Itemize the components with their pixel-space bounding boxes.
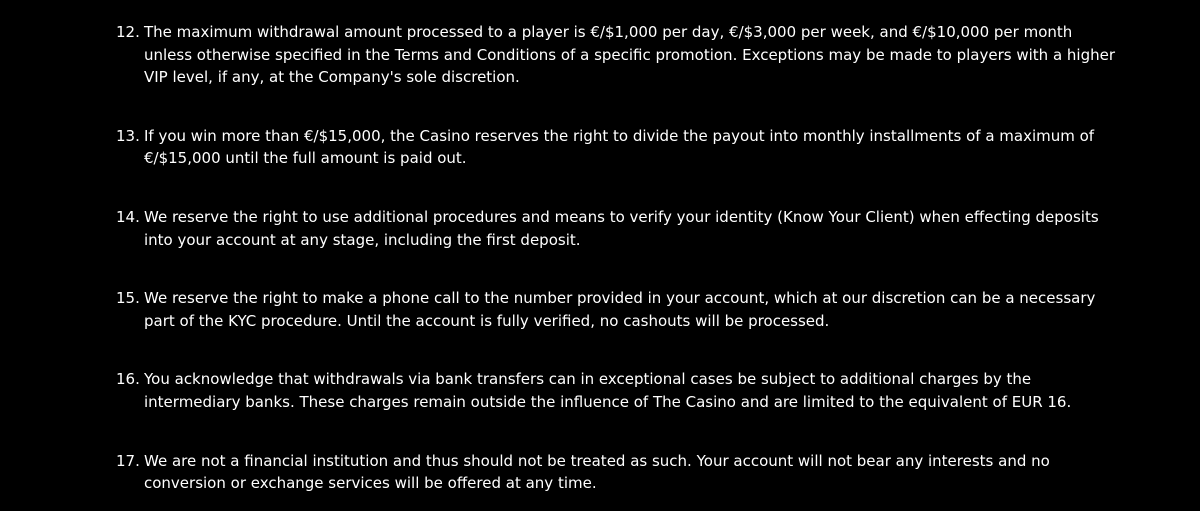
term-item-15 (116, 287, 1116, 332)
term-item-12 (116, 21, 1116, 89)
term-text: We reserve the right to make a phone call to the number provided in your account, which at our discretion can be a necessary part of the KYC procedure. Until the account is fully verified, no cashouts will be processed. (144, 289, 1096, 330)
term-text: You acknowledge that withdrawals via bank transfers can in exceptional cases be subject to additional charges by the intermediary banks. These charges remain outside the influence of The Casino and are limited to the equivalent of EUR 16. (144, 370, 1072, 411)
term-number: 15. (116, 289, 140, 308)
term-number: 16. (116, 370, 140, 389)
term-item-14 (116, 206, 1116, 251)
term-text: We reserve the right to use additional procedures and means to verify your identity (Know Your Client) when effecting deposits into your account at any stage, including the first deposit. (144, 207, 1099, 249)
term-item-13 (116, 125, 1116, 170)
term-text: If you win more than €/$15,000, the Casino reserves the right to divide the payout into monthly installments of a maximum of €/$15,000 until the full amount is paid out. (144, 126, 1095, 168)
term-item-17 (116, 450, 1116, 495)
term-text: We are not a financial institution and thus should not be treated as such. Your account will not bear any interests and no conversion or exchange services will be offered at any time. (144, 451, 1050, 493)
term-number: 17. (116, 451, 140, 470)
terms-list (116, 21, 1116, 495)
term-item-16 (116, 368, 1116, 413)
term-number: 14. (116, 207, 140, 226)
term-number: 12. (116, 23, 140, 41)
term-number: 13. (116, 126, 140, 145)
term-text: The maximum withdrawal amount processed to a player is €/$1,000 per day, €/$3,000 per week, and €/$10,000 per month unless otherwise specified in the Terms and Conditions of a specific promotion. Exceptions may be made to players with a higher VIP level, if any, at the Company's sole discretion. (144, 23, 1116, 87)
